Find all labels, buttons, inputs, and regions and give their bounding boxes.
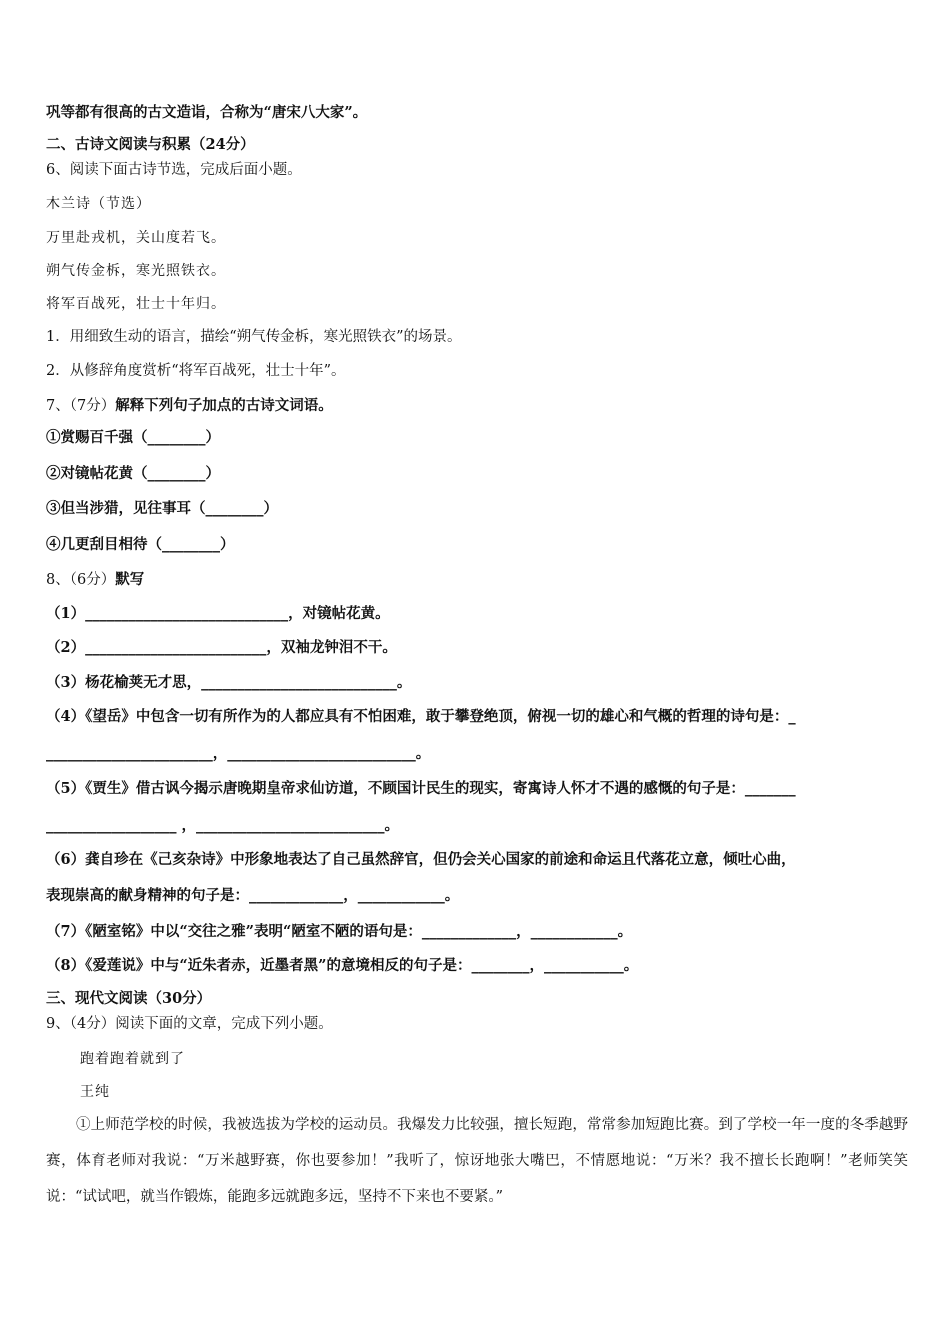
question-7-score: 7、（7分） bbox=[46, 398, 116, 414]
section-heading-modern: 三、现代文阅读（30分） bbox=[46, 990, 212, 1007]
question-8-heading bbox=[46, 570, 144, 590]
question-6-prompt: 6、阅读下面古诗节选，完成后面小题。 bbox=[46, 162, 302, 178]
q8-item-5-line-1: （5）《贾生》借古讽今揭示唐晚期皇帝求仙访道，不顾国计民生的现实，寄寓诗人怀才不遇的感慨的句子是：_______ bbox=[46, 780, 796, 797]
q7-item-2: ②对镜帖花黄（________） bbox=[46, 465, 220, 482]
subquestion-1: 1．用细致生动的语言，描绘“朔气传金柝，寒光照铁衣”的场景。 bbox=[46, 329, 462, 345]
continued-text-line: 巩等都有很高的古文造诣，合称为“唐宋八大家”。 bbox=[46, 104, 368, 121]
question-8-score: 8、（6分） bbox=[46, 572, 116, 588]
q7-item-3: ③但当涉猎，见往事耳（________） bbox=[46, 500, 278, 517]
q8-item-4-line-1: （4）《望岳》中包含一切有所作为的人都应具有不怕困难，敢于攀登绝顶，俯视一切的雄心和气概的哲理的诗句是：_ bbox=[46, 708, 796, 725]
article-paragraph-1: ①上师范学校的时候，我被选拔为学校的运动员。我爆发力比较强，擅长短跑，常常参加短跑比赛。到了学校一年一度的冬季越野赛，体育老师对我说：“万米越野赛，你也要参加！”我听了，惊讶地张大嘴巴，不情愿地说：“万米？我不擅长长跑啊！”老师笑笑说：“试试吧，就当作锻炼，能跑多远就跑多远，坚持不下来也不要紧。” bbox=[46, 1117, 908, 1205]
q8-item-3: （3）杨花榆荚无才思，___________________________。 bbox=[46, 674, 412, 691]
q7-item-4: ④几更刮目相待（________） bbox=[46, 536, 235, 553]
section-heading-classical: 二、古诗文阅读与积累（24分） bbox=[46, 136, 255, 153]
q8-item-4-line-2: _______________________，__________________________。 bbox=[46, 745, 431, 762]
poem-line-3: 将军百战死，壮士十年归。 bbox=[46, 296, 226, 312]
q8-item-2: （2）_________________________，双袖龙钟泪不干。 bbox=[46, 639, 397, 656]
question-9-prompt: 9、（4分）阅读下面的文章，完成下列小题。 bbox=[46, 1016, 333, 1032]
question-7-instruction: 解释下列句子加点的古诗文词语。 bbox=[115, 397, 333, 414]
question-7-heading bbox=[46, 396, 333, 416]
q8-item-8: （8）《爱莲说》中与“近朱者赤，近墨者黑”的意境相反的句子是：________，___________。 bbox=[46, 957, 639, 974]
article-author: 王纯 bbox=[80, 1084, 110, 1100]
subquestion-2: 2．从修辞角度赏析“将军百战死，壮士十年”。 bbox=[46, 363, 346, 379]
q8-item-7: （7）《陋室铭》中以“交往之雅”表明“陋室不陋的语句是：_____________，____________。 bbox=[46, 923, 633, 940]
q8-item-5-line-2: __________________ ，__________________________。 bbox=[46, 817, 400, 834]
poem-line-1: 万里赴戎机，关山度若飞。 bbox=[46, 230, 226, 246]
q8-item-1: （1）____________________________，对镜帖花黄。 bbox=[46, 605, 390, 622]
poem-line-2: 朔气传金柝，寒光照铁衣。 bbox=[46, 263, 226, 279]
article-title: 跑着跑着就到了 bbox=[80, 1051, 185, 1067]
question-8-instruction: 默写 bbox=[115, 571, 145, 588]
poem-title: 木兰诗（节选） bbox=[46, 196, 151, 212]
q8-item-6-line-2: 表现崇高的献身精神的句子是：_____________，____________。 bbox=[46, 887, 460, 904]
q8-item-6-line-1: （6）龚自珍在《己亥杂诗》中形象地表达了自己虽然辞官，但仍会关心国家的前途和命运且代落花立意，倾吐心曲， bbox=[46, 851, 796, 868]
q7-item-1: ①赏赐百千强（________） bbox=[46, 429, 220, 446]
